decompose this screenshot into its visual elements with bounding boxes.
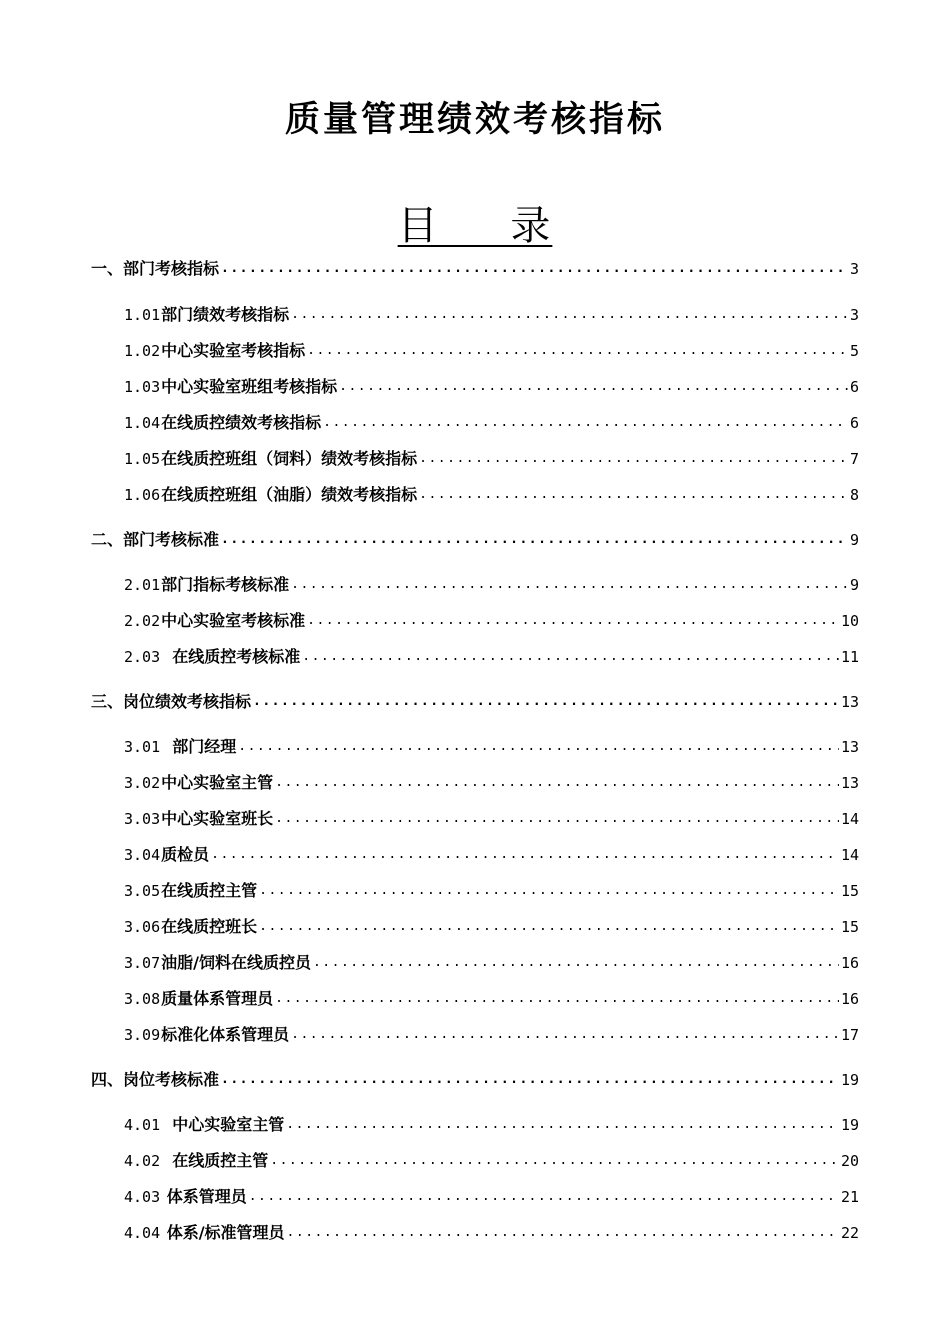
toc-entry-label: 在线质控主管	[161, 1151, 269, 1170]
dot-leader	[307, 340, 848, 362]
toc-entry-3-01[interactable]	[124, 734, 859, 758]
toc-entry-label: 中心实验室班组考核指标	[161, 377, 338, 396]
toc-entry-4-02[interactable]	[124, 1148, 859, 1172]
toc-entry-1-03[interactable]	[124, 374, 859, 398]
dot-leader	[259, 880, 839, 902]
toc-entry-1-06[interactable]	[124, 482, 859, 506]
toc-entry-1-01[interactable]	[124, 302, 859, 326]
toc-entry-section-4[interactable]	[91, 1067, 859, 1091]
toc-entry-3-08[interactable]	[124, 986, 859, 1010]
toc-entry-2-01[interactable]	[124, 572, 859, 596]
toc-entry-page: 11	[840, 648, 859, 666]
dot-leader	[275, 808, 839, 830]
toc-entry-page: 13	[840, 738, 859, 756]
toc-entry-page: 22	[840, 1224, 859, 1242]
toc-entry-number: 1.06	[124, 486, 161, 504]
toc-entry-label: 体系管理员	[161, 1187, 247, 1206]
toc-entry-1-04[interactable]	[124, 410, 859, 434]
dot-leader	[302, 646, 839, 668]
toc-entry-number: 1.02	[124, 342, 161, 360]
toc-entry-3-09[interactable]	[124, 1022, 859, 1046]
toc-entry-page: 10	[840, 612, 859, 630]
dot-leader	[275, 772, 839, 794]
dot-leader	[249, 1186, 839, 1208]
toc-entry-label: 在线质控班组（饲料）绩效考核指标	[161, 449, 418, 468]
dot-leader	[419, 448, 848, 470]
toc-entry-number: 4.03	[124, 1188, 161, 1206]
toc-entry-label: 二、部门考核标准	[91, 530, 220, 549]
toc-entry-page: 21	[840, 1188, 859, 1206]
toc-entry-number: 3.05	[124, 882, 161, 900]
dot-leader	[270, 1150, 839, 1172]
toc-entry-number: 1.05	[124, 450, 161, 468]
toc-entry-page: 14	[840, 810, 859, 828]
toc-entry-label: 部门绩效考核指标	[161, 305, 290, 324]
toc-entry-4-03[interactable]	[124, 1184, 859, 1208]
toc-entry-number: 3.02	[124, 774, 161, 792]
toc-entry-page: 9	[849, 531, 859, 549]
toc-entry-4-01[interactable]	[124, 1112, 859, 1136]
dot-leader	[291, 1024, 839, 1046]
toc-entry-number: 2.02	[124, 612, 161, 630]
toc-entry-label: 标准化体系管理员	[161, 1025, 290, 1044]
toc-entry-label: 在线质控班长	[161, 917, 258, 936]
toc-entry-number: 1.01	[124, 306, 161, 324]
dot-leader	[221, 258, 848, 280]
dot-leader	[339, 376, 848, 398]
dot-leader	[221, 1069, 839, 1091]
toc-entry-number: 4.01	[124, 1116, 161, 1134]
dot-leader	[307, 610, 839, 632]
toc-entry-4-04[interactable]	[124, 1220, 859, 1244]
document-title: 质量管理绩效考核指标	[284, 99, 665, 140]
toc-entry-label: 质量体系管理员	[161, 989, 274, 1008]
toc-entry-label: 体系/标准管理员	[161, 1223, 285, 1242]
dot-leader	[253, 691, 839, 713]
toc-entry-page: 15	[840, 918, 859, 936]
toc-entry-3-02[interactable]	[124, 770, 859, 794]
toc-entry-page: 6	[849, 378, 859, 396]
toc-entry-label: 部门指标考核标准	[161, 575, 290, 594]
toc-entry-number: 3.06	[124, 918, 161, 936]
dot-leader	[221, 529, 848, 551]
toc-entry-number: 4.04	[124, 1224, 161, 1242]
toc-entry-page: 9	[849, 576, 859, 594]
toc-entry-page: 16	[840, 954, 859, 972]
toc-entry-3-03[interactable]	[124, 806, 859, 830]
toc-entry-label: 质检员	[161, 845, 210, 864]
toc-entry-page: 16	[840, 990, 859, 1008]
dot-leader	[286, 1114, 839, 1136]
toc-heading-text: 目 录	[397, 203, 553, 249]
toc-entry-number: 3.01	[124, 738, 161, 756]
toc-entry-section-2[interactable]	[91, 527, 859, 551]
toc-entry-number: 3.09	[124, 1026, 161, 1044]
toc-entry-section-1[interactable]	[91, 256, 859, 280]
toc-entry-page: 20	[840, 1152, 859, 1170]
dot-leader	[275, 988, 839, 1010]
toc-entry-number: 3.04	[124, 846, 161, 864]
toc-entry-3-06[interactable]	[124, 914, 859, 938]
dot-leader	[419, 484, 848, 506]
dot-leader	[323, 412, 848, 434]
toc-entry-page: 19	[840, 1116, 859, 1134]
toc-entry-number: 4.02	[124, 1152, 161, 1170]
toc-entry-page: 13	[840, 693, 859, 711]
toc-entry-3-05[interactable]	[124, 878, 859, 902]
toc-entry-label: 中心实验室主管	[161, 1115, 285, 1134]
toc-entry-label: 部门经理	[161, 737, 237, 756]
toc-entry-label: 三、岗位绩效考核指标	[91, 692, 252, 711]
toc-entry-page: 7	[849, 450, 859, 468]
toc-entry-page: 3	[849, 306, 859, 324]
toc-entry-label: 中心实验室班长	[161, 809, 274, 828]
dot-leader	[238, 736, 839, 758]
toc-entry-page: 13	[840, 774, 859, 792]
toc-entry-page: 17	[840, 1026, 859, 1044]
toc-entry-label: 中心实验室主管	[161, 773, 274, 792]
toc-entry-label: 在线质控主管	[161, 881, 258, 900]
toc-entry-number: 3.03	[124, 810, 161, 828]
toc-entry-page: 8	[849, 486, 859, 504]
dot-leader	[259, 916, 839, 938]
dot-leader	[313, 952, 839, 974]
toc-entry-number: 3.07	[124, 954, 161, 972]
dot-leader	[211, 844, 839, 866]
toc-entry-2-03[interactable]	[124, 644, 859, 668]
toc-entry-label: 在线质控绩效考核指标	[161, 413, 322, 432]
toc-entry-label: 四、岗位考核标准	[91, 1070, 220, 1089]
toc-entry-label: 中心实验室考核指标	[161, 341, 306, 360]
toc-entry-3-04[interactable]	[124, 842, 859, 866]
toc-entry-page: 14	[840, 846, 859, 864]
toc-entry-page: 6	[849, 414, 859, 432]
toc-entry-label: 在线质控班组（油脂）绩效考核指标	[161, 485, 418, 504]
toc-entry-page: 19	[840, 1071, 859, 1089]
toc-entry-page: 15	[840, 882, 859, 900]
toc-entry-label: 在线质控考核标准	[161, 647, 301, 666]
toc-entry-label: 油脂/饲料在线质控员	[161, 953, 311, 972]
toc-entry-page: 3	[849, 260, 859, 278]
toc-entry-number: 2.01	[124, 576, 161, 594]
toc-entry-page: 5	[849, 342, 859, 360]
toc-entry-1-02[interactable]	[124, 338, 859, 362]
dot-leader	[287, 1222, 839, 1244]
toc-entry-number: 1.04	[124, 414, 161, 432]
toc-entry-number: 3.08	[124, 990, 161, 1008]
toc-entry-label: 中心实验室考核标准	[161, 611, 306, 630]
toc-entry-number: 1.03	[124, 378, 161, 396]
toc-entry-1-05[interactable]	[124, 446, 859, 470]
toc-entry-3-07[interactable]	[124, 950, 859, 974]
toc-entry-label: 一、部门考核指标	[91, 259, 220, 278]
toc-entry-2-02[interactable]	[124, 608, 859, 632]
dot-leader	[291, 304, 848, 326]
toc-entry-number: 2.03	[124, 648, 161, 666]
toc-entry-section-3[interactable]	[91, 689, 859, 713]
dot-leader	[291, 574, 848, 596]
